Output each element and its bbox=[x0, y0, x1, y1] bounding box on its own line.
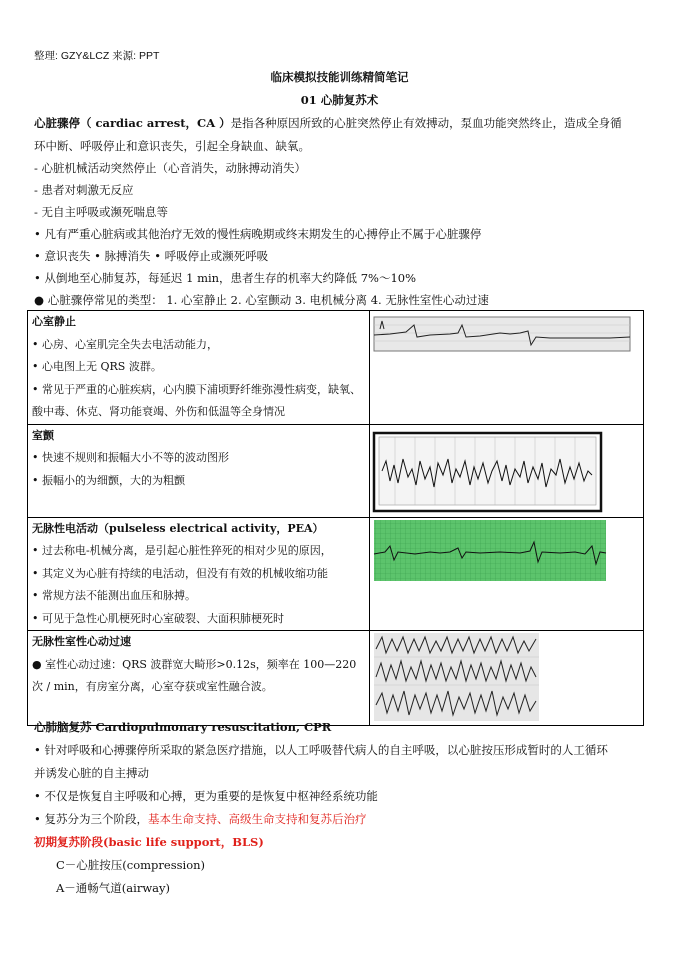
vf-item: • 振幅小的为细颤，大的为粗颤 bbox=[32, 473, 185, 487]
pea-ecg-image bbox=[370, 518, 643, 630]
cpr-line: • 不仅是恢复自主呼吸和心搏，更为重要的是恢复中枢神经系统功能 bbox=[34, 789, 378, 803]
asystole-ecg-image bbox=[370, 311, 643, 423]
arrest-types-line: ● 心脏骤停常见的类型： 1. 心室静止 2. 心室颤动 3. 电机械分离 4. 无脉性室性心动过速 bbox=[34, 293, 489, 307]
dash-item: - 心脏机械活动突然停止（心音消失，动脉搏动消失） bbox=[34, 161, 307, 175]
document-title: 临床模拟技能训练精简笔记 bbox=[270, 70, 409, 84]
vt-ecg-image bbox=[370, 631, 643, 725]
table-row bbox=[28, 517, 644, 631]
bls-heading: 初期复苏阶段(basic life support，BLS) bbox=[34, 835, 264, 849]
table-row bbox=[28, 311, 644, 425]
asystole-ecg-cell bbox=[370, 311, 644, 425]
dash-item: - 患者对刺激无反应 bbox=[34, 183, 134, 197]
cpr-heading: 心肺脑复苏 Cardiopulmonary resuscitation, CPR bbox=[34, 720, 332, 734]
cpr-line: 并诱发心脏的自主搏动 bbox=[34, 766, 149, 780]
table-row bbox=[28, 631, 644, 726]
vf-cell bbox=[28, 424, 370, 517]
asystole-item: • 心房、心室肌完全失去电活动能力， bbox=[32, 337, 218, 351]
asystole-item: • 心电图上无 QRS 波群。 bbox=[32, 360, 162, 373]
arrest-types-table bbox=[27, 310, 644, 726]
table-row bbox=[28, 424, 644, 517]
intro-line-1 bbox=[34, 115, 622, 131]
asystole-cell bbox=[28, 311, 370, 425]
pea-ecg-cell bbox=[370, 517, 644, 631]
bullet-item: • 意识丧失 • 脉搏消失 • 呼吸停止或濒死呼吸 bbox=[34, 249, 269, 263]
bls-step-a: A－通畅气道(airway) bbox=[56, 881, 171, 895]
asystole-item-long: • 常见于严重的心脏疾病，心内膜下浦顷野纤维弥漫性病变，缺氧、酸中毒、休克、肾功能衰竭、外伤和低温等全身情况 bbox=[32, 382, 361, 418]
vf-ecg-cell bbox=[370, 424, 644, 517]
vt-cell bbox=[28, 631, 370, 726]
bullet-item: • 凡有严重心脏病或其他治疗无效的慢性病晚期或终末期发生的心搏停止不属于心脏骤停 bbox=[34, 227, 482, 241]
dash-item: - 无自主呼吸或濒死喘息等 bbox=[34, 205, 169, 219]
vt-text: ● 室性心动过速：QRS 波群宽大畸形>0.12s，频率在 100—220 bbox=[32, 657, 357, 671]
vt-text: 次 / min，有房室分离，心室夺获或室性融合波。 bbox=[32, 680, 273, 693]
vt-heading: 无脉性室性心动过速 bbox=[32, 635, 131, 648]
bls-step-c: C－心脏按压(compression) bbox=[56, 858, 206, 872]
vf-ecg-image bbox=[370, 425, 643, 517]
vt-ecg-cell bbox=[370, 631, 644, 726]
cpr-stages-line bbox=[34, 811, 366, 827]
cpr-line: • 针对呼吸和心搏骤停所采取的紧急医疗措施，以人工呼吸替代病人的自主呼吸，以心脏按压形成暂时的人工循环 bbox=[34, 743, 608, 757]
pea-item: • 其定义为心脏有持续的电活动，但没有有效的机械收缩功能 bbox=[32, 566, 328, 580]
intro-line-2: 环中断、呼吸停止和意识丧失，引起全身缺血、缺氧。 bbox=[34, 139, 310, 153]
vf-item: • 快速不规则和振幅大小不等的波动图形 bbox=[32, 451, 229, 464]
intro-def-1: 是指各种原因所致的心脏突然停止有效搏动，泵血功能突然终止，造成全身循 bbox=[230, 116, 622, 130]
bullet-item: • 从倒地至心肺复苏，每延迟 1 min，患者生存的机率大约降低 7%～10% bbox=[34, 271, 417, 285]
section-title: 01 心肺复苏术 bbox=[300, 93, 379, 107]
asystole-heading: 心室静止 bbox=[32, 315, 76, 328]
pea-cell bbox=[28, 517, 370, 631]
source-line: 整理: GZY&LCZ 来源: PPT bbox=[34, 50, 160, 62]
pea-item: • 可见于急性心肌梗死时心室破裂、大面积肺梗死时 bbox=[32, 611, 284, 625]
pea-item: • 过去称电-机械分离，是引起心脏性猝死的相对少见的原因， bbox=[32, 544, 332, 557]
pea-item: • 常规方法不能测出血压和脉搏。 bbox=[32, 589, 196, 602]
pea-heading: 无脉性电活动（pulseless electrical activity，PEA） bbox=[32, 521, 324, 535]
cpr-stages-prefix: • 复苏分为三个阶段， bbox=[34, 812, 148, 826]
cpr-stages-list: 基本生命支持、高级生命支持和复苏后治疗 bbox=[147, 812, 367, 826]
vf-heading: 室颤 bbox=[32, 428, 54, 442]
intro-term: 心脏骤停（ cardiac arrest，CA ） bbox=[34, 116, 231, 130]
